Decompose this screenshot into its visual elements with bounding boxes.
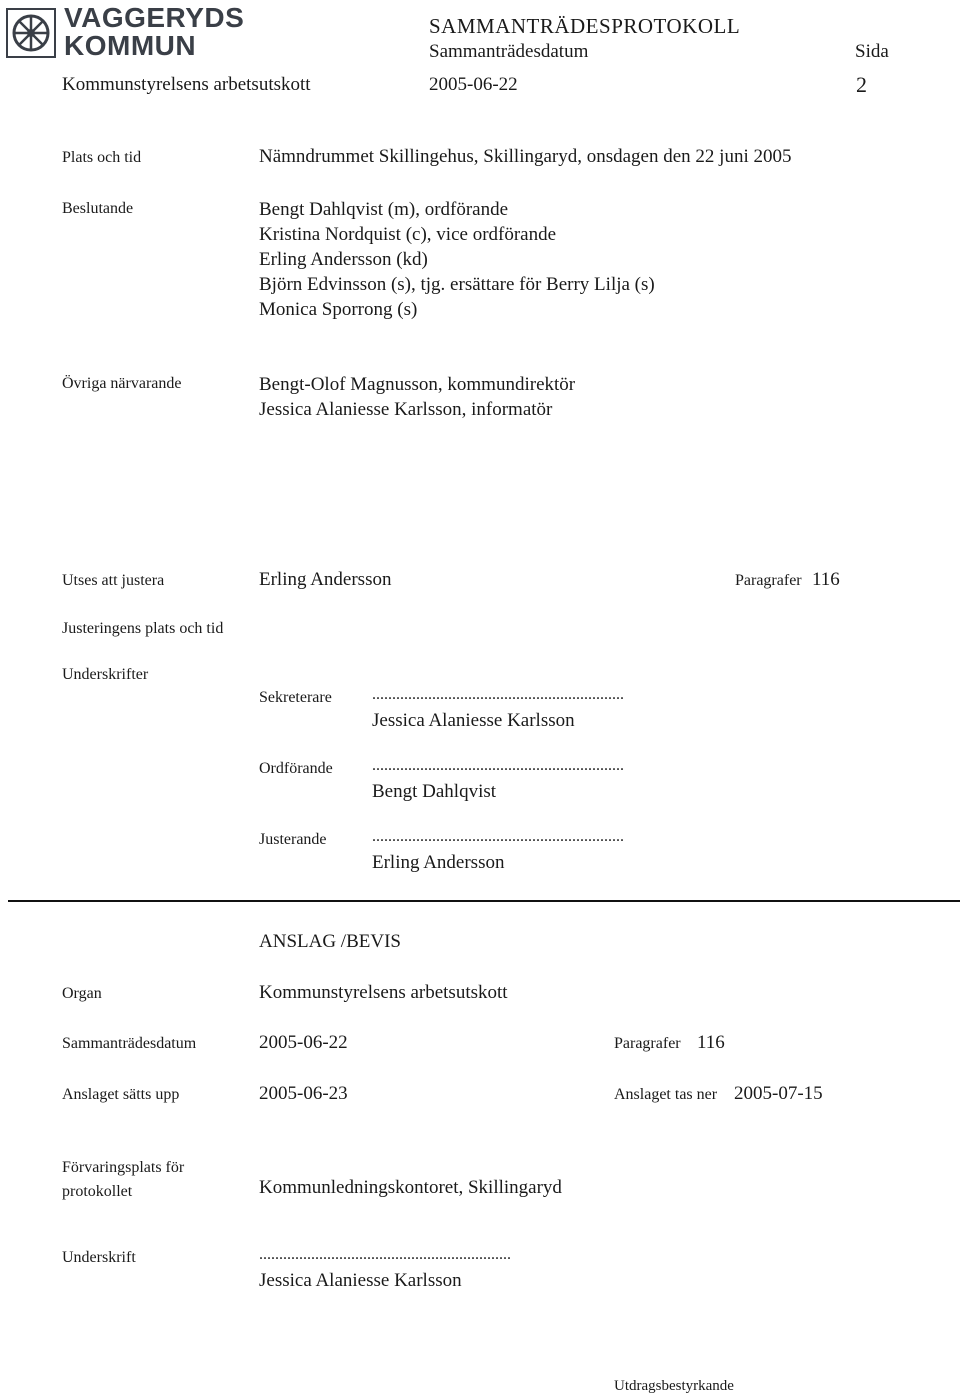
other-attendee: Jessica Alaniesse Karlsson, informatör — [259, 399, 553, 420]
signature-line: ............................................................... — [372, 757, 624, 774]
storage-label-line: protokollet — [62, 1183, 133, 1200]
others-label: Övriga närvarande — [62, 375, 182, 392]
storage-value: Kommunledningskontoret, Skillingaryd — [259, 1177, 562, 1198]
adjuster-name: Erling Andersson — [259, 569, 392, 590]
deciding-member: Björn Edvinsson (s), tjg. ersättare för Berry Lilja (s) — [259, 274, 655, 295]
meeting-date: 2005-06-22 — [429, 74, 518, 95]
deciding-list — [259, 197, 655, 322]
others-list — [259, 372, 575, 422]
notice-paragraphs: 116 — [697, 1032, 725, 1053]
organ-value: Kommunstyrelsens arbetsutskott — [259, 982, 508, 1003]
storage-label — [62, 1156, 184, 1204]
other-attendee: Bengt-Olof Magnusson, kommundirektör — [259, 374, 576, 395]
posted-label: Anslaget sätts upp — [62, 1086, 180, 1103]
deciding-member: Monica Sporrong (s) — [259, 299, 418, 320]
signature-line: ............................................................... — [372, 828, 624, 845]
page-number: 2 — [856, 72, 867, 97]
notice-signature-label: Underskrift — [62, 1249, 136, 1266]
signatures-label: Underskrifter — [62, 666, 149, 683]
date-label: Sammanträdesdatum — [429, 41, 589, 62]
place-label: Plats och tid — [62, 149, 142, 166]
deciding-member: Kristina Nordquist (c), vice ordförande — [259, 224, 557, 245]
page-label: Sida — [855, 41, 889, 62]
adjuster-label: Utses att justera — [62, 572, 165, 589]
crest-icon — [6, 8, 56, 58]
paragraphs-value: 116 — [812, 569, 840, 590]
municipality-logo — [6, 2, 245, 61]
notice-paragraphs-label: Paragrafer — [614, 1035, 681, 1052]
signature-line: ............................................................... — [372, 686, 624, 703]
signature-name-adjuster: Erling Andersson — [372, 852, 505, 873]
notice-signature-name: Jessica Alaniesse Karlsson — [259, 1270, 462, 1291]
adjust-place-time-label: Justeringens plats och tid — [62, 620, 224, 637]
notice-date: 2005-06-22 — [259, 1032, 348, 1053]
signature-role-adjuster: Justerande — [259, 831, 327, 848]
logo-line-1: VAGGERYDS — [64, 2, 245, 33]
organ-label: Organ — [62, 985, 102, 1002]
signature-role-chair: Ordförande — [259, 760, 333, 777]
signature-line: ............................................................... — [259, 1246, 511, 1263]
body-name: Kommunstyrelsens arbetsutskott — [62, 74, 311, 95]
deciding-member: Bengt Dahlqvist (m), ordförande — [259, 199, 509, 220]
removed-label: Anslaget tas ner — [614, 1086, 718, 1103]
storage-label-line: Förvaringsplats för — [62, 1159, 185, 1176]
place-value: Nämndrummet Skillingehus, Skillingaryd, onsdagen den 22 juni 2005 — [259, 146, 792, 167]
logo-wordmark — [64, 4, 244, 60]
deciding-member: Erling Andersson (kd) — [259, 249, 428, 270]
section-divider — [8, 900, 960, 902]
notice-date-label: Sammanträdesdatum — [62, 1035, 197, 1052]
deciding-label: Beslutande — [62, 200, 134, 217]
document-type: SAMMANTRÄDESPROTOKOLL — [429, 14, 741, 38]
posted-date: 2005-06-23 — [259, 1083, 348, 1104]
signature-name-chair: Bengt Dahlqvist — [372, 781, 497, 802]
logo-line-2: KOMMUN — [64, 30, 197, 61]
signature-role-secretary: Sekreterare — [259, 689, 332, 706]
signature-name-secretary: Jessica Alaniesse Karlsson — [372, 710, 575, 731]
footer-certification: Utdragsbestyrkande — [614, 1378, 734, 1394]
notice-title: ANSLAG /BEVIS — [259, 931, 401, 952]
paragraphs-label: Paragrafer — [735, 572, 802, 589]
removed-date: 2005-07-15 — [734, 1083, 823, 1104]
